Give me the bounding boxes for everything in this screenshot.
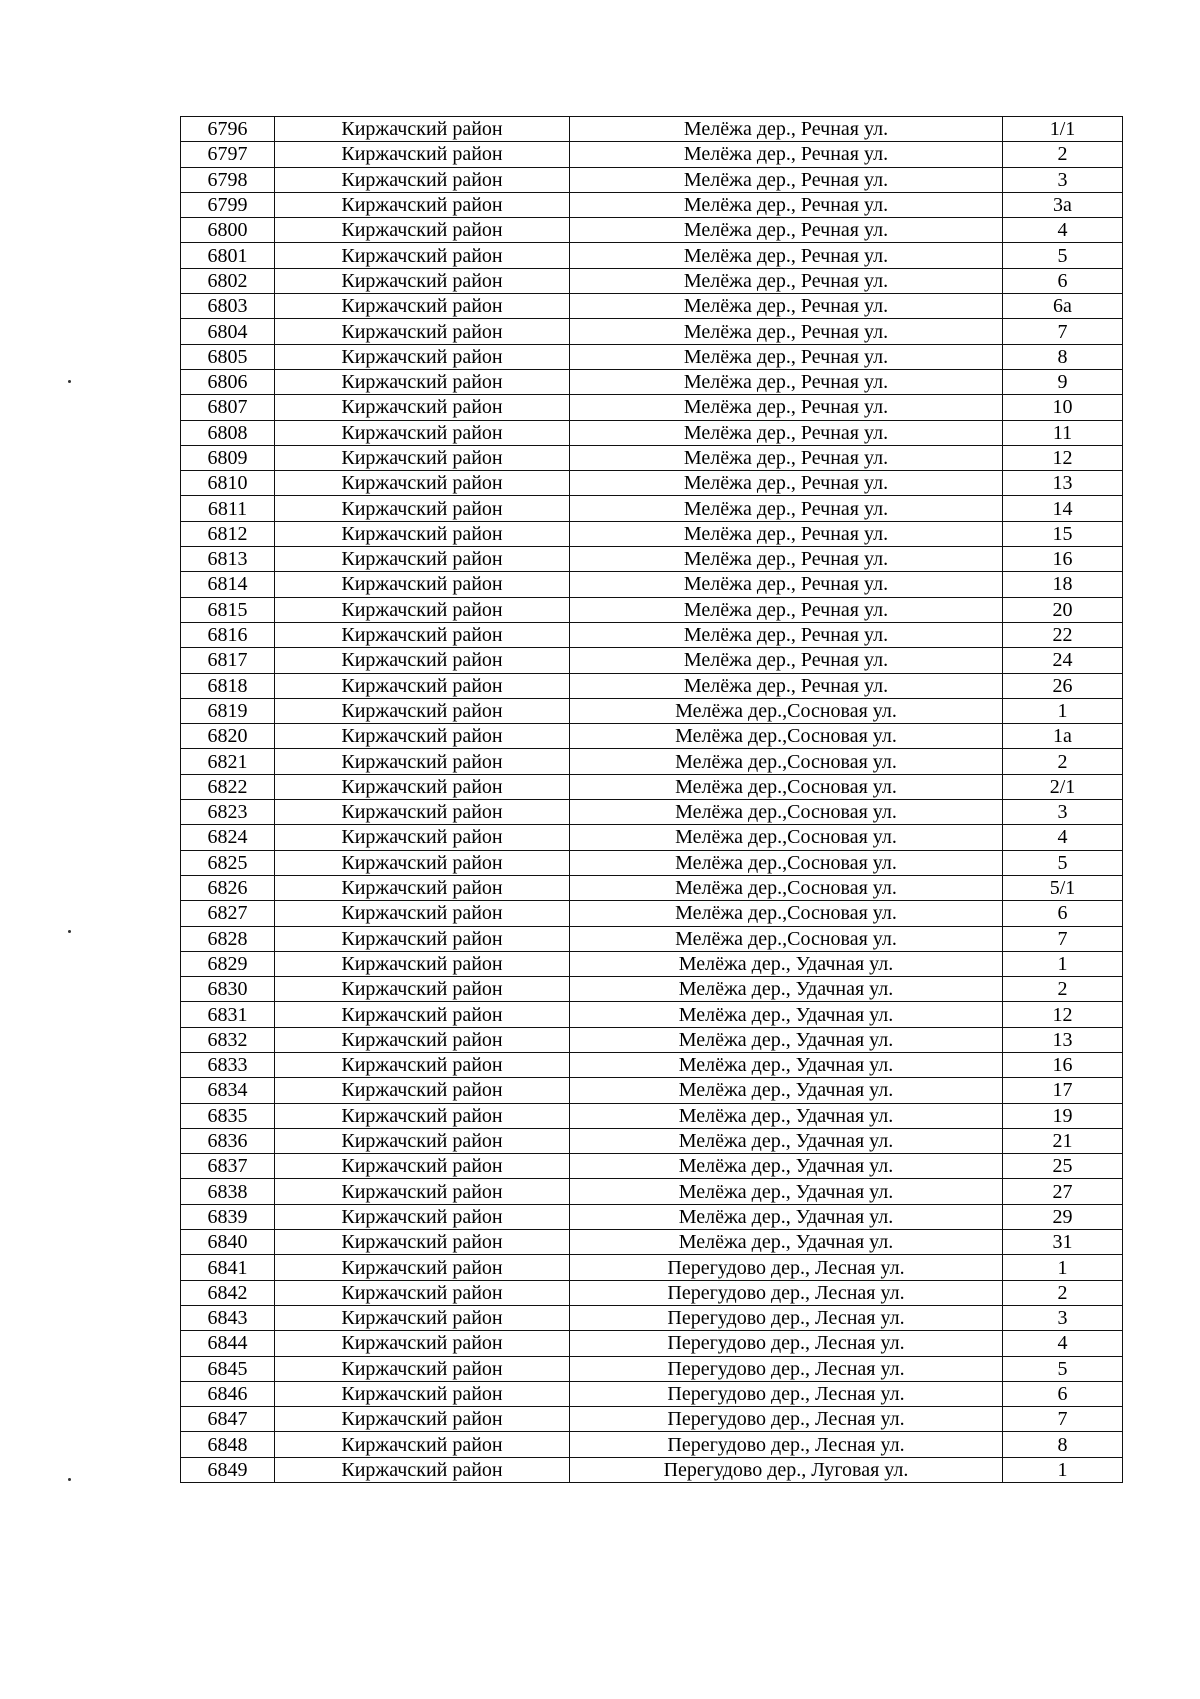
house-cell: 14	[1003, 496, 1123, 521]
street-cell: Мелёжа дер.,Сосновая ул.	[570, 698, 1003, 723]
house-cell: 1/1	[1003, 117, 1123, 142]
street-cell: Перегудово дер., Лесная ул.	[570, 1432, 1003, 1457]
house-cell: 1	[1003, 698, 1123, 723]
district-cell: Киржачский район	[275, 825, 570, 850]
table-row	[181, 1204, 1123, 1229]
district-cell: Киржачский район	[275, 167, 570, 192]
house-cell: 3	[1003, 800, 1123, 825]
district-cell: Киржачский район	[275, 875, 570, 900]
table-row	[181, 622, 1123, 647]
house-cell: 26	[1003, 673, 1123, 698]
district-cell: Киржачский район	[275, 547, 570, 572]
district-cell: Киржачский район	[275, 622, 570, 647]
house-cell: 3	[1003, 1305, 1123, 1330]
street-cell: Мелёжа дер., Удачная ул.	[570, 1179, 1003, 1204]
district-cell: Киржачский район	[275, 901, 570, 926]
street-cell: Мелёжа дер., Удачная ул.	[570, 1052, 1003, 1077]
district-cell: Киржачский район	[275, 1154, 570, 1179]
district-cell: Киржачский район	[275, 1331, 570, 1356]
house-cell: 25	[1003, 1154, 1123, 1179]
table-row	[181, 698, 1123, 723]
row-number-cell: 6802	[181, 268, 275, 293]
address-table	[180, 116, 1123, 1483]
table-row	[181, 369, 1123, 394]
street-cell: Перегудово дер., Луговая ул.	[570, 1457, 1003, 1482]
row-number-cell: 6823	[181, 800, 275, 825]
table-row	[181, 1432, 1123, 1457]
street-cell: Мелёжа дер.,Сосновая ул.	[570, 875, 1003, 900]
street-cell: Перегудово дер., Лесная ул.	[570, 1280, 1003, 1305]
row-number-cell: 6821	[181, 749, 275, 774]
street-cell: Перегудово дер., Лесная ул.	[570, 1331, 1003, 1356]
row-number-cell: 6839	[181, 1204, 275, 1229]
street-cell: Перегудово дер., Лесная ул.	[570, 1356, 1003, 1381]
row-number-cell: 6848	[181, 1432, 275, 1457]
row-number-cell: 6812	[181, 521, 275, 546]
row-number-cell: 6828	[181, 926, 275, 951]
street-cell: Мелёжа дер., Речная ул.	[570, 622, 1003, 647]
street-cell: Перегудово дер., Лесная ул.	[570, 1255, 1003, 1280]
margin-dot	[68, 930, 71, 933]
street-cell: Мелёжа дер., Удачная ул.	[570, 1027, 1003, 1052]
district-cell: Киржачский район	[275, 319, 570, 344]
house-cell: 20	[1003, 597, 1123, 622]
table-row	[181, 648, 1123, 673]
house-cell: 8	[1003, 1432, 1123, 1457]
table-row	[181, 1457, 1123, 1482]
table-row	[181, 445, 1123, 470]
house-cell: 4	[1003, 825, 1123, 850]
row-number-cell: 6832	[181, 1027, 275, 1052]
street-cell: Мелёжа дер., Удачная ул.	[570, 1078, 1003, 1103]
table-row	[181, 901, 1123, 926]
street-cell: Мелёжа дер., Речная ул.	[570, 648, 1003, 673]
row-number-cell: 6826	[181, 875, 275, 900]
house-cell: 22	[1003, 622, 1123, 647]
table-row	[181, 850, 1123, 875]
street-cell: Мелёжа дер., Речная ул.	[570, 471, 1003, 496]
district-cell: Киржачский район	[275, 673, 570, 698]
house-cell: 2	[1003, 977, 1123, 1002]
house-cell: 2	[1003, 749, 1123, 774]
district-cell: Киржачский район	[275, 1280, 570, 1305]
row-number-cell: 6834	[181, 1078, 275, 1103]
district-cell: Киржачский район	[275, 1002, 570, 1027]
district-cell: Киржачский район	[275, 698, 570, 723]
street-cell: Мелёжа дер., Удачная ул.	[570, 1002, 1003, 1027]
row-number-cell: 6808	[181, 420, 275, 445]
district-cell: Киржачский район	[275, 496, 570, 521]
row-number-cell: 6818	[181, 673, 275, 698]
district-cell: Киржачский район	[275, 1103, 570, 1128]
district-cell: Киржачский район	[275, 850, 570, 875]
house-cell: 31	[1003, 1230, 1123, 1255]
street-cell: Перегудово дер., Лесная ул.	[570, 1305, 1003, 1330]
row-number-cell: 6809	[181, 445, 275, 470]
address-table-body	[181, 117, 1123, 1483]
row-number-cell: 6796	[181, 117, 275, 142]
district-cell: Киржачский район	[275, 1027, 570, 1052]
row-number-cell: 6797	[181, 142, 275, 167]
district-cell: Киржачский район	[275, 977, 570, 1002]
row-number-cell: 6835	[181, 1103, 275, 1128]
district-cell: Киржачский район	[275, 369, 570, 394]
house-cell: 5	[1003, 1356, 1123, 1381]
district-cell: Киржачский район	[275, 1230, 570, 1255]
district-cell: Киржачский район	[275, 749, 570, 774]
table-row	[181, 825, 1123, 850]
row-number-cell: 6806	[181, 369, 275, 394]
row-number-cell: 6822	[181, 774, 275, 799]
table-row	[181, 1280, 1123, 1305]
house-cell: 5/1	[1003, 875, 1123, 900]
house-cell: 5	[1003, 243, 1123, 268]
table-row	[181, 1381, 1123, 1406]
district-cell: Киржачский район	[275, 243, 570, 268]
table-row	[181, 1230, 1123, 1255]
row-number-cell: 6798	[181, 167, 275, 192]
district-cell: Киржачский район	[275, 648, 570, 673]
district-cell: Киржачский район	[275, 218, 570, 243]
street-cell: Мелёжа дер., Речная ул.	[570, 395, 1003, 420]
house-cell: 6	[1003, 1381, 1123, 1406]
table-row	[181, 218, 1123, 243]
district-cell: Киржачский район	[275, 774, 570, 799]
street-cell: Мелёжа дер., Речная ул.	[570, 597, 1003, 622]
district-cell: Киржачский район	[275, 1052, 570, 1077]
row-number-cell: 6843	[181, 1305, 275, 1330]
street-cell: Мелёжа дер., Речная ул.	[570, 344, 1003, 369]
row-number-cell: 6813	[181, 547, 275, 572]
street-cell: Мелёжа дер., Речная ул.	[570, 218, 1003, 243]
margin-dot	[68, 380, 71, 383]
row-number-cell: 6827	[181, 901, 275, 926]
table-row	[181, 471, 1123, 496]
row-number-cell: 6831	[181, 1002, 275, 1027]
street-cell: Мелёжа дер.,Сосновая ул.	[570, 901, 1003, 926]
street-cell: Мелёжа дер.,Сосновая ул.	[570, 850, 1003, 875]
district-cell: Киржачский район	[275, 268, 570, 293]
table-row	[181, 1052, 1123, 1077]
street-cell: Мелёжа дер., Речная ул.	[570, 294, 1003, 319]
street-cell: Мелёжа дер.,Сосновая ул.	[570, 800, 1003, 825]
table-row	[181, 1407, 1123, 1432]
row-number-cell: 6814	[181, 572, 275, 597]
row-number-cell: 6825	[181, 850, 275, 875]
row-number-cell: 6842	[181, 1280, 275, 1305]
row-number-cell: 6847	[181, 1407, 275, 1432]
table-row	[181, 496, 1123, 521]
table-row	[181, 1305, 1123, 1330]
row-number-cell: 6841	[181, 1255, 275, 1280]
district-cell: Киржачский район	[275, 471, 570, 496]
house-cell: 13	[1003, 471, 1123, 496]
district-cell: Киржачский район	[275, 1381, 570, 1406]
table-row	[181, 1027, 1123, 1052]
district-cell: Киржачский район	[275, 1457, 570, 1482]
street-cell: Мелёжа дер., Речная ул.	[570, 572, 1003, 597]
house-cell: 7	[1003, 926, 1123, 951]
table-row	[181, 521, 1123, 546]
row-number-cell: 6836	[181, 1128, 275, 1153]
table-row	[181, 1128, 1123, 1153]
house-cell: 4	[1003, 218, 1123, 243]
street-cell: Мелёжа дер., Речная ул.	[570, 420, 1003, 445]
district-cell: Киржачский район	[275, 1255, 570, 1280]
house-cell: 29	[1003, 1204, 1123, 1229]
house-cell: 1	[1003, 1457, 1123, 1482]
street-cell: Мелёжа дер., Речная ул.	[570, 319, 1003, 344]
row-number-cell: 6817	[181, 648, 275, 673]
district-cell: Киржачский район	[275, 420, 570, 445]
house-cell: 24	[1003, 648, 1123, 673]
district-cell: Киржачский район	[275, 800, 570, 825]
house-cell: 3	[1003, 167, 1123, 192]
row-number-cell: 6833	[181, 1052, 275, 1077]
district-cell: Киржачский район	[275, 572, 570, 597]
house-cell: 1а	[1003, 724, 1123, 749]
row-number-cell: 6803	[181, 294, 275, 319]
table-row	[181, 142, 1123, 167]
street-cell: Перегудово дер., Лесная ул.	[570, 1381, 1003, 1406]
row-number-cell: 6838	[181, 1179, 275, 1204]
district-cell: Киржачский район	[275, 395, 570, 420]
district-cell: Киржачский район	[275, 445, 570, 470]
table-row	[181, 1103, 1123, 1128]
district-cell: Киржачский район	[275, 951, 570, 976]
district-cell: Киржачский район	[275, 1432, 570, 1457]
street-cell: Мелёжа дер., Речная ул.	[570, 496, 1003, 521]
house-cell: 19	[1003, 1103, 1123, 1128]
street-cell: Мелёжа дер., Речная ул.	[570, 142, 1003, 167]
street-cell: Мелёжа дер., Удачная ул.	[570, 1230, 1003, 1255]
house-cell: 17	[1003, 1078, 1123, 1103]
margin-dot	[68, 1478, 71, 1481]
street-cell: Мелёжа дер., Речная ул.	[570, 521, 1003, 546]
district-cell: Киржачский район	[275, 344, 570, 369]
table-row	[181, 1002, 1123, 1027]
street-cell: Мелёжа дер., Удачная ул.	[570, 1128, 1003, 1153]
row-number-cell: 6844	[181, 1331, 275, 1356]
table-row	[181, 294, 1123, 319]
house-cell: 15	[1003, 521, 1123, 546]
house-cell: 1	[1003, 1255, 1123, 1280]
row-number-cell: 6800	[181, 218, 275, 243]
house-cell: 7	[1003, 1407, 1123, 1432]
row-number-cell: 6805	[181, 344, 275, 369]
row-number-cell: 6815	[181, 597, 275, 622]
district-cell: Киржачский район	[275, 1407, 570, 1432]
row-number-cell: 6810	[181, 471, 275, 496]
district-cell: Киржачский район	[275, 597, 570, 622]
street-cell: Мелёжа дер., Речная ул.	[570, 673, 1003, 698]
district-cell: Киржачский район	[275, 1078, 570, 1103]
row-number-cell: 6824	[181, 825, 275, 850]
house-cell: 10	[1003, 395, 1123, 420]
house-cell: 3а	[1003, 192, 1123, 217]
table-row	[181, 1154, 1123, 1179]
street-cell: Мелёжа дер., Речная ул.	[570, 445, 1003, 470]
table-row	[181, 597, 1123, 622]
row-number-cell: 6819	[181, 698, 275, 723]
table-row	[181, 167, 1123, 192]
table-row	[181, 395, 1123, 420]
house-cell: 1	[1003, 951, 1123, 976]
table-row	[181, 1255, 1123, 1280]
street-cell: Мелёжа дер.,Сосновая ул.	[570, 724, 1003, 749]
street-cell: Мелёжа дер., Удачная ул.	[570, 1204, 1003, 1229]
street-cell: Мелёжа дер., Речная ул.	[570, 117, 1003, 142]
district-cell: Киржачский район	[275, 192, 570, 217]
table-row	[181, 673, 1123, 698]
house-cell: 16	[1003, 1052, 1123, 1077]
table-row	[181, 243, 1123, 268]
district-cell: Киржачский район	[275, 1356, 570, 1381]
street-cell: Мелёжа дер., Речная ул.	[570, 192, 1003, 217]
house-cell: 12	[1003, 445, 1123, 470]
district-cell: Киржачский район	[275, 1305, 570, 1330]
table-row	[181, 1331, 1123, 1356]
table-row	[181, 749, 1123, 774]
row-number-cell: 6804	[181, 319, 275, 344]
row-number-cell: 6845	[181, 1356, 275, 1381]
house-cell: 16	[1003, 547, 1123, 572]
row-number-cell: 6829	[181, 951, 275, 976]
row-number-cell: 6849	[181, 1457, 275, 1482]
table-row	[181, 572, 1123, 597]
district-cell: Киржачский район	[275, 1204, 570, 1229]
district-cell: Киржачский район	[275, 1128, 570, 1153]
house-cell: 7	[1003, 319, 1123, 344]
table-row	[181, 875, 1123, 900]
table-row	[181, 319, 1123, 344]
table-row	[181, 344, 1123, 369]
house-cell: 5	[1003, 850, 1123, 875]
district-cell: Киржачский район	[275, 926, 570, 951]
street-cell: Мелёжа дер., Речная ул.	[570, 167, 1003, 192]
house-cell: 4	[1003, 1331, 1123, 1356]
table-row	[181, 951, 1123, 976]
table-row	[181, 1356, 1123, 1381]
house-cell: 8	[1003, 344, 1123, 369]
house-cell: 21	[1003, 1128, 1123, 1153]
street-cell: Мелёжа дер., Речная ул.	[570, 268, 1003, 293]
street-cell: Мелёжа дер., Речная ул.	[570, 547, 1003, 572]
district-cell: Киржачский район	[275, 1179, 570, 1204]
row-number-cell: 6811	[181, 496, 275, 521]
row-number-cell: 6840	[181, 1230, 275, 1255]
table-row	[181, 1078, 1123, 1103]
street-cell: Мелёжа дер.,Сосновая ул.	[570, 926, 1003, 951]
street-cell: Мелёжа дер., Удачная ул.	[570, 1103, 1003, 1128]
house-cell: 13	[1003, 1027, 1123, 1052]
street-cell: Мелёжа дер., Речная ул.	[570, 243, 1003, 268]
house-cell: 18	[1003, 572, 1123, 597]
table-row	[181, 547, 1123, 572]
house-cell: 27	[1003, 1179, 1123, 1204]
district-cell: Киржачский район	[275, 294, 570, 319]
house-cell: 2	[1003, 1280, 1123, 1305]
street-cell: Мелёжа дер.,Сосновая ул.	[570, 749, 1003, 774]
table-row	[181, 192, 1123, 217]
table-row	[181, 774, 1123, 799]
street-cell: Мелёжа дер., Удачная ул.	[570, 951, 1003, 976]
table-row	[181, 1179, 1123, 1204]
street-cell: Мелёжа дер.,Сосновая ул.	[570, 825, 1003, 850]
house-cell: 6	[1003, 268, 1123, 293]
row-number-cell: 6837	[181, 1154, 275, 1179]
district-cell: Киржачский район	[275, 521, 570, 546]
table-row	[181, 977, 1123, 1002]
row-number-cell: 6801	[181, 243, 275, 268]
table-row	[181, 800, 1123, 825]
house-cell: 6а	[1003, 294, 1123, 319]
house-cell: 12	[1003, 1002, 1123, 1027]
house-cell: 6	[1003, 901, 1123, 926]
street-cell: Перегудово дер., Лесная ул.	[570, 1407, 1003, 1432]
table-row	[181, 926, 1123, 951]
street-cell: Мелёжа дер.,Сосновая ул.	[570, 774, 1003, 799]
street-cell: Мелёжа дер., Удачная ул.	[570, 977, 1003, 1002]
street-cell: Мелёжа дер., Речная ул.	[570, 369, 1003, 394]
table-row	[181, 117, 1123, 142]
table-row	[181, 724, 1123, 749]
row-number-cell: 6807	[181, 395, 275, 420]
district-cell: Киржачский район	[275, 117, 570, 142]
district-cell: Киржачский район	[275, 724, 570, 749]
row-number-cell: 6816	[181, 622, 275, 647]
district-cell: Киржачский район	[275, 142, 570, 167]
house-cell: 11	[1003, 420, 1123, 445]
table-row	[181, 420, 1123, 445]
row-number-cell: 6846	[181, 1381, 275, 1406]
house-cell: 2	[1003, 142, 1123, 167]
house-cell: 9	[1003, 369, 1123, 394]
row-number-cell: 6799	[181, 192, 275, 217]
house-cell: 2/1	[1003, 774, 1123, 799]
row-number-cell: 6820	[181, 724, 275, 749]
table-row	[181, 268, 1123, 293]
street-cell: Мелёжа дер., Удачная ул.	[570, 1154, 1003, 1179]
row-number-cell: 6830	[181, 977, 275, 1002]
